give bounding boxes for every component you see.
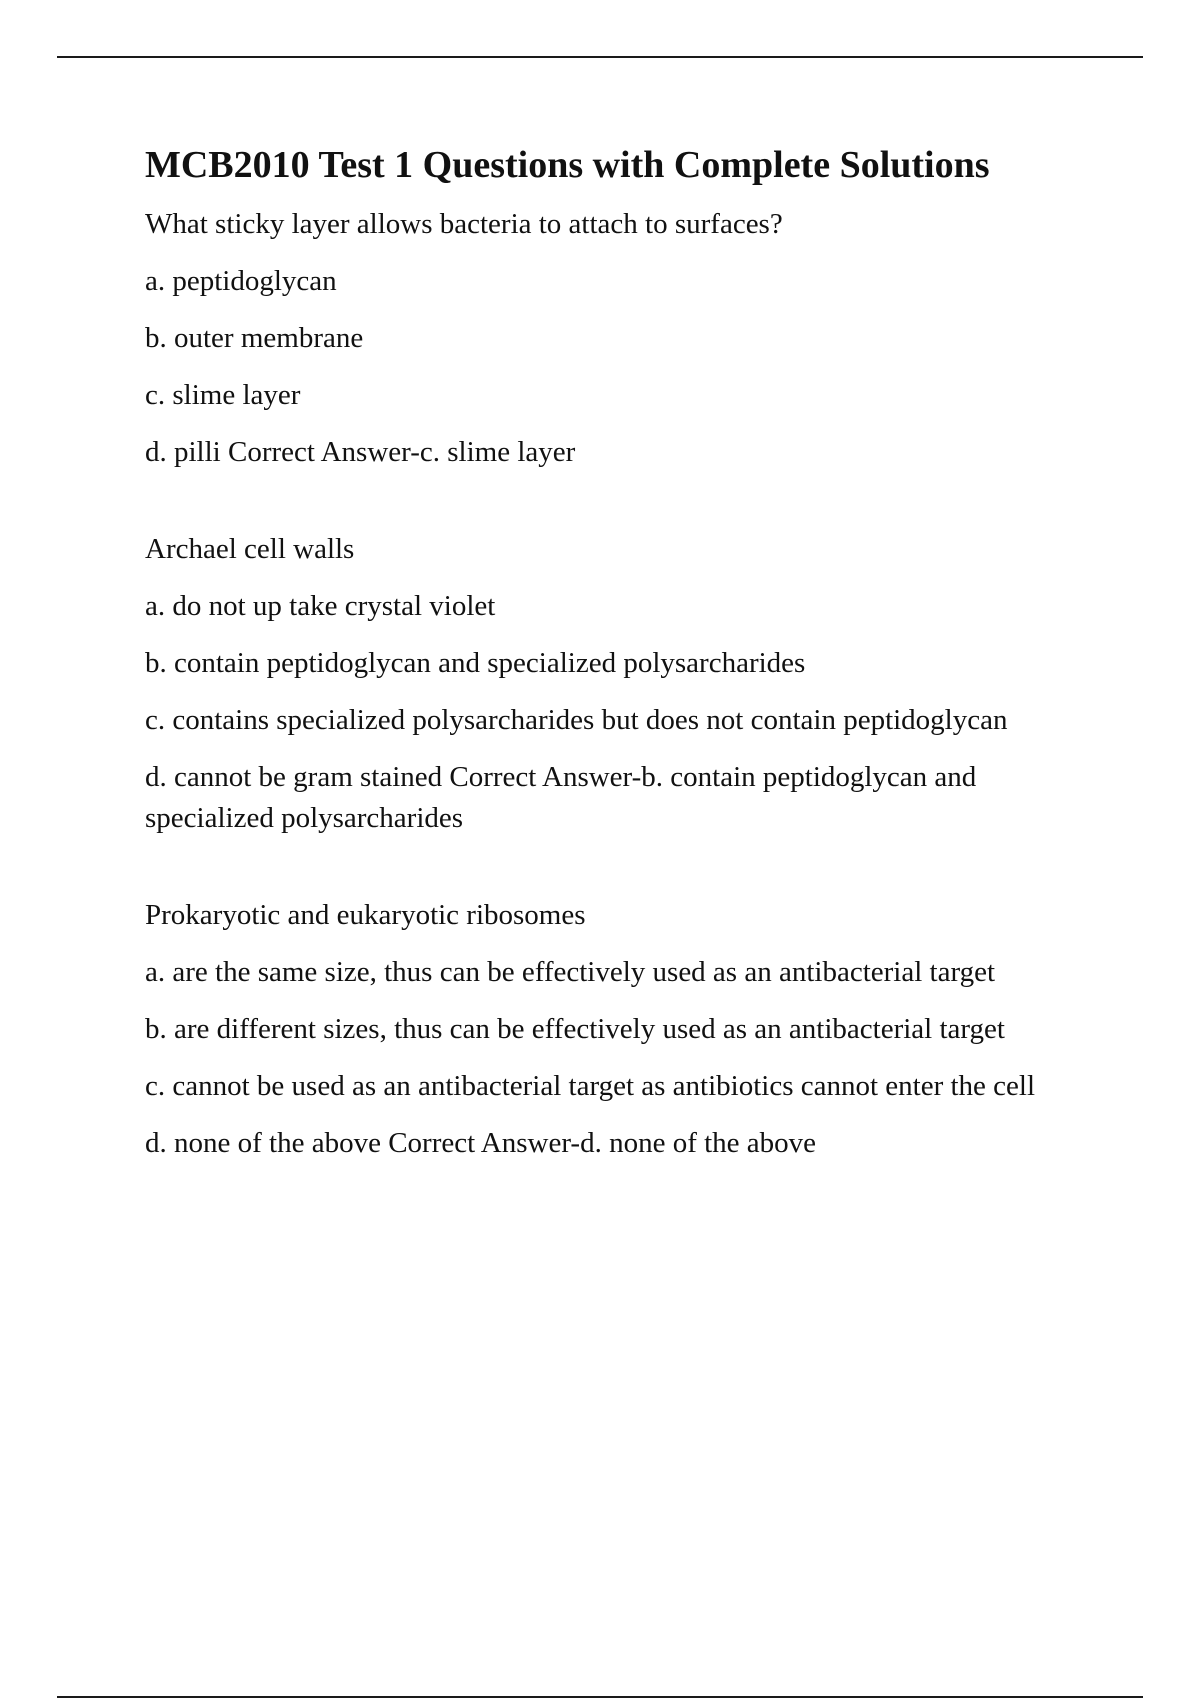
answer-option: a. are the same size, thus can be effectively used as an antibacterial target <box>145 956 996 988</box>
answer-option: d. none of the above Correct Answer-d. none of the above <box>145 1127 817 1159</box>
answer-option: d. cannot be gram stained Correct Answer-b. contain peptidoglycan and specialized polysarcharides <box>145 761 977 834</box>
document-title: MCB2010 Test 1 Questions with Complete Solutions <box>145 144 990 186</box>
answer-option: c. contains specialized polysarcharides but does not contain peptidoglycan <box>145 704 1008 736</box>
document-body <box>145 142 1095 1220</box>
question-1 <box>145 204 1095 473</box>
footer-rule <box>57 1696 1143 1698</box>
answer-option: a. peptidoglycan <box>145 265 337 297</box>
header-rule <box>57 56 1143 58</box>
question-stem: What sticky layer allows bacteria to attach to surfaces? <box>145 208 783 240</box>
answer-option: c. slime layer <box>145 379 301 411</box>
answer-option: c. cannot be used as an antibacterial target as antibiotics cannot enter the cell <box>145 1070 1036 1102</box>
question-2 <box>145 529 1095 839</box>
question-3 <box>145 895 1095 1164</box>
answer-option: a. do not up take crystal violet <box>145 590 496 622</box>
answer-option: d. pilli Correct Answer-c. slime layer <box>145 436 576 468</box>
question-stem: Archael cell walls <box>145 533 355 565</box>
answer-option: b. contain peptidoglycan and specialized polysarcharides <box>145 647 806 679</box>
answer-option: b. outer membrane <box>145 322 364 354</box>
answer-option: b. are different sizes, thus can be effectively used as an antibacterial target <box>145 1013 1005 1045</box>
question-stem: Prokaryotic and eukaryotic ribosomes <box>145 899 586 931</box>
